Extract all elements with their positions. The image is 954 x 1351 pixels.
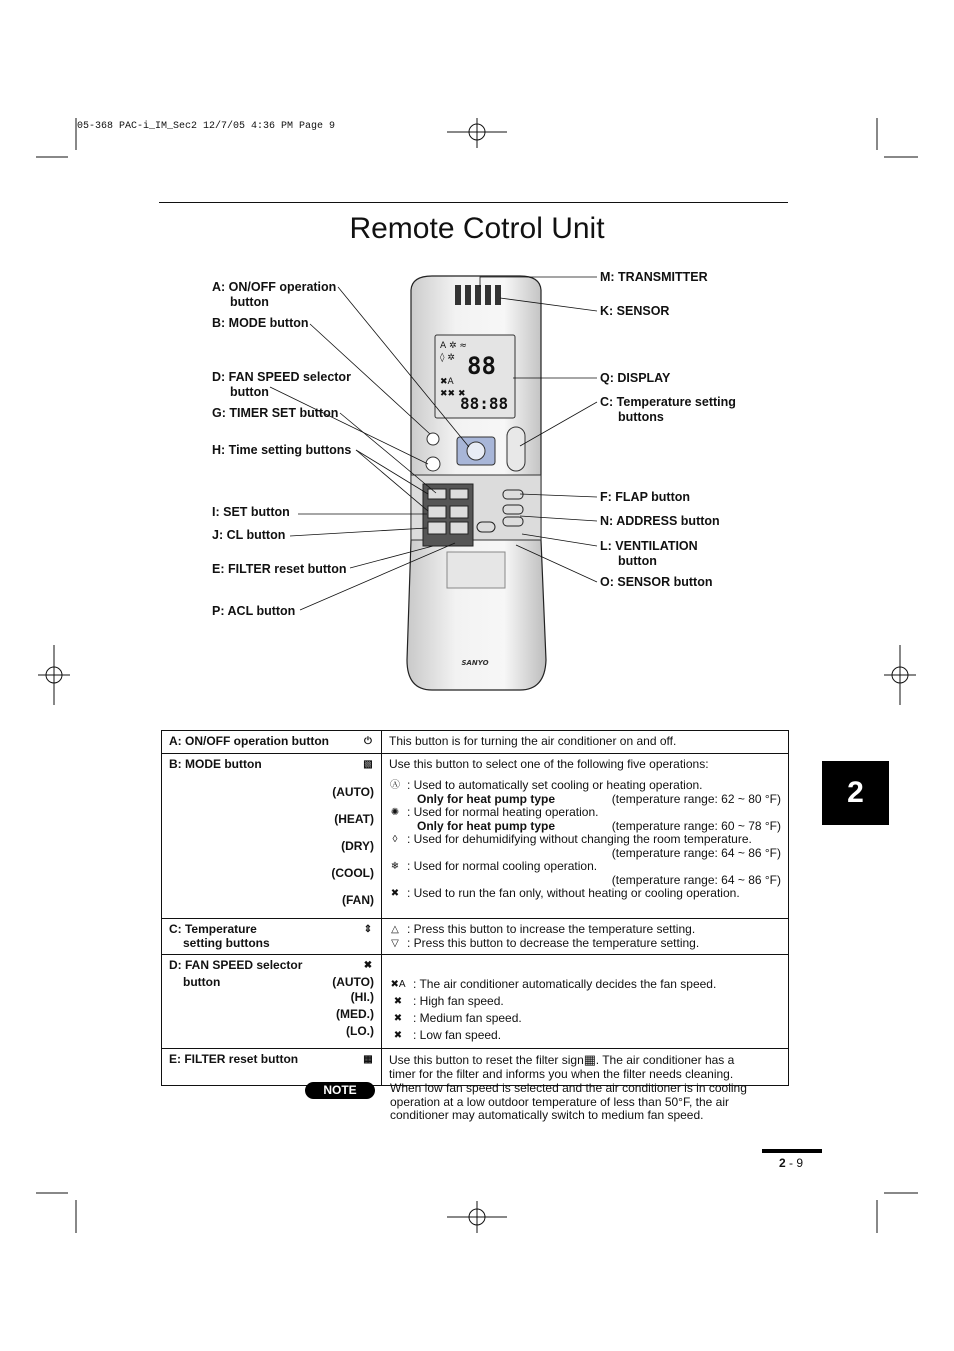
label-n-address: N: ADDRESS button: [600, 514, 720, 528]
fan-medium-icon: ✖: [393, 1013, 403, 1024]
table-row: D: FAN SPEED selector ✖ button (AUTO) (HI.) (MED.) (LO.) ✖A : The air conditioner automatically decides the fan speed. ✖ : High fan speed. ✖ : Medium fan speed. ✖ : Low fan speed.: [162, 955, 789, 1049]
label-i-set: I: SET button: [212, 505, 290, 519]
label-h-time-setting: H: Time setting buttons: [212, 443, 352, 457]
label-m-transmitter: M: TRANSMITTER: [600, 270, 708, 284]
fan-high-icon: ✖: [393, 996, 403, 1007]
table-row: B: MODE button ▧ (AUTO) (HEAT) (DRY) (COOL) (FAN) Use this button to select one of the following five operations: Ⓐ : Used to automatically set cooling or heating operation. Only for heat pump type (temperature range: 62 ~ 80 °F) ✺ : Used for normal heating operation. Only for heat pump type (temperature range: 60 ~ 78 °F) ◊ : Used for dehumidifying without changing the room temperature. (temperature range: 64 ~ 86 °F) ❄ : Used for normal cooling operation. (temperature range: 64 ~ 86 °F) ✖ : Used to run the fan only, without heating or cooling operation.: [162, 753, 789, 919]
label-g-timer-set: G: TIMER SET button: [212, 406, 339, 420]
print-slug: 05-368 PAC-i_IM_Sec2 12/7/05 4:36 PM Page 9: [77, 121, 336, 132]
table-row: E: FILTER reset button ▦ Use this button to reset the filter sign▦. The air conditioner has a timer for the filter and informs you when the filter needs cleaning.: [162, 1049, 789, 1086]
dry-icon: ◊: [392, 834, 398, 845]
label-e-filter: E: FILTER reset button: [212, 562, 347, 576]
fan-speed-icon: ✖: [363, 960, 373, 971]
label-q-display: Q: DISPLAY: [600, 371, 671, 385]
svg-text:✖A: ✖A: [440, 377, 454, 387]
svg-text:A ✲ ≈: A ✲ ≈: [440, 341, 467, 351]
brand-logo: SANYO: [461, 659, 489, 667]
mode-icon: ▧: [363, 758, 373, 770]
svg-text:88:88: 88:88: [460, 394, 509, 413]
label-l-ventilation: L: VENTILATION button: [600, 539, 698, 568]
table-row: A: ON/OFF operation button ⏻ This button is for turning the air conditioner on and off.: [162, 731, 789, 754]
label-k-sensor: K: SENSOR: [600, 304, 670, 318]
button-spec-table: [161, 730, 789, 1086]
section-tab: 2: [822, 761, 889, 825]
fan-icon: ✖: [390, 888, 400, 899]
filter-sign-icon: ▦: [583, 1052, 597, 1067]
label-f-flap: F: FLAP button: [600, 490, 691, 504]
label-o-sensor-button: O: SENSOR button: [600, 575, 713, 589]
auto-icon: Ⓐ: [390, 780, 400, 791]
label-p-acl: P: ACL button: [212, 604, 296, 618]
note-text: When low fan speed is selected and the air conditioner is in cooling operation at a low outdoor temperature of less than 50°F, the air conditioner may automatically switch to medium fan speed.: [390, 1081, 747, 1122]
temp-down-icon: ▽: [391, 937, 399, 949]
label-d-fan-speed: D: FAN SPEED selector button: [212, 370, 351, 399]
fan-auto-icon: ✖A: [390, 979, 406, 990]
temp-up-icon: △: [391, 924, 399, 935]
cool-icon: ❄: [390, 861, 400, 872]
label-a-on-off: A: ON/OFF operation button: [212, 280, 337, 309]
page-title: Remote Cotrol Unit: [349, 212, 605, 245]
table-row: C: Temperature ⇕ setting buttons △ : Press this button to increase the temperature setting. ▽ : Press this button to decrease the temperature setting.: [162, 919, 789, 955]
note-badge: NOTE: [305, 1082, 375, 1099]
svg-text:✖✖ ✖: ✖✖ ✖: [440, 389, 466, 399]
temp-updown-icon: ⇕: [363, 924, 373, 935]
filter-icon: ▦: [363, 1054, 373, 1065]
page-number: 2 - 9: [779, 1156, 804, 1170]
page-number-rule: [762, 1149, 822, 1153]
power-icon: ⏻: [364, 736, 372, 747]
heat-icon: ✺: [390, 807, 400, 818]
label-c-temperature: C: Temperature setting buttons: [600, 395, 736, 424]
fan-low-icon: ✖: [393, 1030, 403, 1041]
svg-text:◊ ✲: ◊ ✲: [440, 353, 455, 363]
svg-text:88: 88: [467, 352, 496, 380]
label-j-cl: J: CL button: [212, 528, 286, 542]
label-b-mode: B: MODE button: [212, 316, 309, 330]
